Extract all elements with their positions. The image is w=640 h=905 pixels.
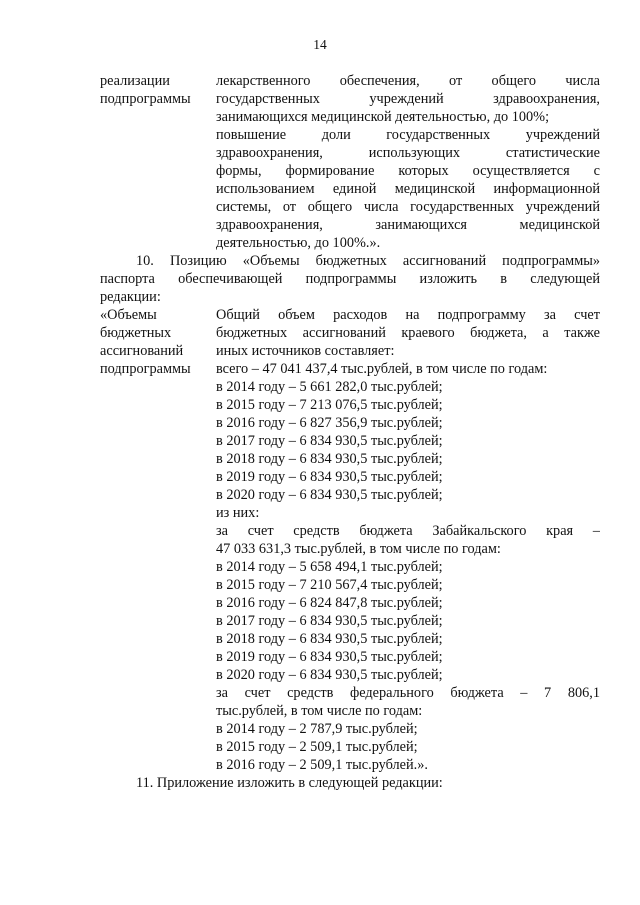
para10-line: паспорта обеспечивающей подпрограммы изложить в следующей [100,271,600,287]
section2-text-line: в 2020 году – 6 834 930,5 тыс.рублей; [216,487,443,503]
section2-text-line: в 2016 году – 6 827 356,9 тыс.рублей; [216,415,443,431]
section2-label-line: «Объемы [100,307,157,323]
para10-line: редакции: [100,289,161,305]
section2-text-line: тыс.рублей, в том числе по годам: [216,703,423,719]
section1-text-line: лекарственного обеспечения, от общего числа [216,73,600,89]
page-number: 14 [313,37,327,52]
para11-text: 11. Приложение изложить в следующей редакции: [136,775,443,791]
section2-text-line: в 2016 году – 2 509,1 тыс.рублей.». [216,757,428,773]
section2-text-line: в 2019 году – 6 834 930,5 тыс.рублей; [216,469,443,485]
section2-text-line: в 2014 году – 2 787,9 тыс.рублей; [216,721,418,737]
section2-text-line: за счет средств бюджета Забайкальского края – [216,523,600,539]
section2-text-line: в 2014 году – 5 658 494,1 тыс.рублей; [216,559,443,575]
section2-text-line: за счет средств федерального бюджета – 7 806,1 [216,685,600,701]
section2-text-line: из них: [216,505,260,521]
section2-label-line: ассигнований [100,343,184,359]
section2-text-line: в 2019 году – 6 834 930,5 тыс.рублей; [216,649,443,665]
section2-text-line: в 2016 году – 6 824 847,8 тыс.рублей; [216,595,443,611]
section1-text-line: деятельностью, до 100%.». [216,235,381,251]
section2-label-line: бюджетных [100,325,172,341]
section2-text-line: в 2020 году – 6 834 930,5 тыс.рублей; [216,667,443,683]
section1-text-line: здравоохранения, занимающихся медицинской [216,217,600,233]
section1-text-line: здравоохранения, использующих статистические [216,145,600,161]
section2-text-line: иных источников составляет: [216,343,395,359]
section1-text-line: формы, формирование которых осуществляется с [216,163,600,179]
section1-text-line: использованием единой медицинской информационной [216,181,600,197]
section1-text-line: занимающихся медицинской деятельностью, до 100%; [216,109,550,125]
section2-label-line: подпрограммы [100,361,191,377]
section2-text-line: в 2015 году – 7 210 567,4 тыс.рублей; [216,577,443,593]
section2-text-line: 47 033 631,3 тыс.рублей, в том числе по годам: [216,541,501,557]
section2-text-line: всего – 47 041 437,4 тыс.рублей, в том числе по годам: [216,361,548,377]
para10-line: 10. Позицию «Объемы бюджетных ассигнований подпрограммы» [136,253,600,269]
section1-label-line: подпрограммы [100,91,191,107]
section2-text-line: бюджетных ассигнований краевого бюджета, а также [216,325,600,341]
section1-text-line: государственных учреждений здравоохранения, [216,91,600,107]
section1-label-line: реализации [100,73,170,89]
section1-text-line: повышение доли государственных учреждений [216,127,600,143]
section2-text-line: в 2017 году – 6 834 930,5 тыс.рублей; [216,433,443,449]
section2-text-line: в 2018 году – 6 834 930,5 тыс.рублей; [216,451,443,467]
section2-text-line: в 2014 году – 5 661 282,0 тыс.рублей; [216,379,443,395]
section1-text-line: системы, от общего числа государственных учреждений [216,199,600,215]
section2-text-line: в 2015 году – 7 213 076,5 тыс.рублей; [216,397,443,413]
section2-text-line: в 2017 году – 6 834 930,5 тыс.рублей; [216,613,443,629]
section2-text-line: Общий объем расходов на подпрограмму за счет [216,307,600,323]
section2-text-line: в 2018 году – 6 834 930,5 тыс.рублей; [216,631,443,647]
section2-text-line: в 2015 году – 2 509,1 тыс.рублей; [216,739,418,755]
